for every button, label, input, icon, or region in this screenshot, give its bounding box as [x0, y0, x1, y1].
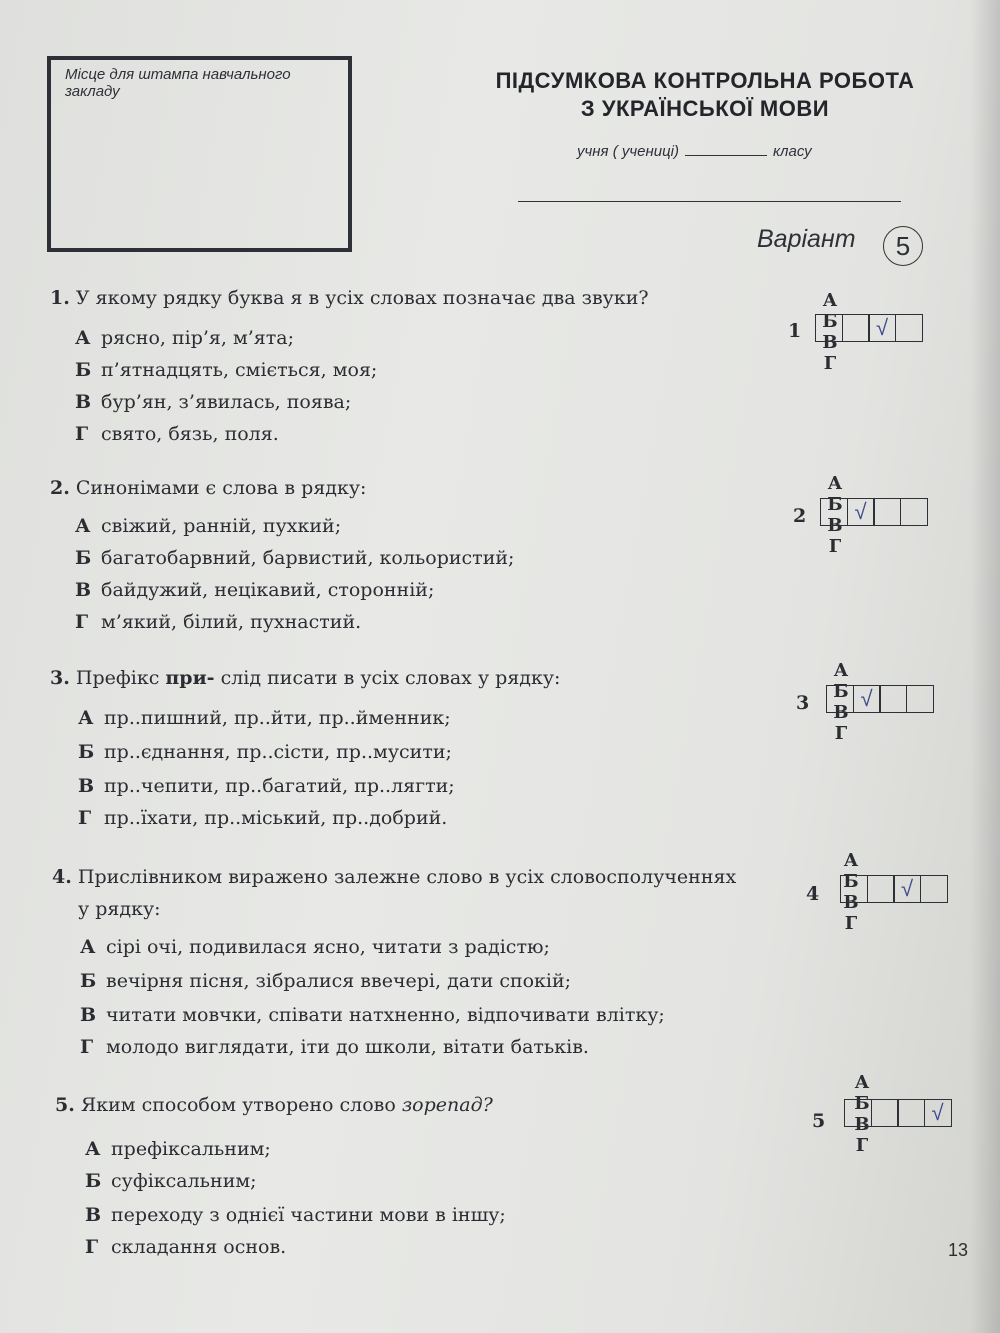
question-text: Яким способом утворено слово	[80, 1094, 402, 1116]
option-c	[75, 579, 434, 601]
option-letter: Г	[75, 611, 89, 633]
variant-label: Варіант	[757, 225, 856, 253]
option-text: байдужий, нецікавий, сторонній;	[101, 579, 435, 601]
question-number: 4.	[52, 866, 72, 888]
option-text: переходу з однієї частини мови в іншу;	[111, 1204, 506, 1226]
header-v: В	[854, 1114, 870, 1135]
option-c	[75, 391, 351, 413]
option-b	[75, 359, 377, 381]
answer-cell-g[interactable]	[920, 875, 948, 903]
option-d	[78, 807, 447, 829]
option-d	[75, 611, 361, 633]
class-blank	[685, 155, 767, 156]
answer-cell-g[interactable]	[895, 314, 923, 342]
question-text-line-2: у рядку:	[78, 898, 161, 920]
option-letter: А	[75, 327, 91, 349]
header-b: Б	[854, 1093, 870, 1114]
option-text: читати мовчки, співати натхненно, відпочивати влітку;	[106, 1004, 665, 1026]
answer-number: 5	[812, 1110, 826, 1132]
answer-cell-b[interactable]	[871, 1099, 899, 1127]
header-b: Б	[843, 871, 859, 892]
answer-cell-v[interactable]: √	[868, 314, 896, 342]
question-number: 2.	[50, 477, 70, 499]
option-text: суфіксальним;	[111, 1170, 257, 1192]
option-d	[80, 1036, 589, 1058]
answer-cell-g[interactable]	[906, 685, 934, 713]
option-text: свіжий, ранній, пухкий;	[101, 515, 342, 537]
answer-cell-b[interactable]	[867, 875, 895, 903]
header-g: Г	[855, 1135, 869, 1156]
question-number: 1.	[50, 287, 70, 309]
answer-cell-a[interactable]	[820, 498, 848, 526]
option-text: сірі очі, подивилася ясно, читати з радістю;	[106, 936, 550, 958]
option-text: свято, бязь, поля.	[101, 423, 279, 445]
option-letter: Б	[78, 741, 95, 763]
question-1	[50, 287, 649, 309]
option-c	[85, 1204, 506, 1226]
option-a	[78, 707, 451, 729]
option-a	[75, 515, 341, 537]
header-a: А	[822, 290, 838, 311]
answer-cell-v[interactable]	[873, 498, 901, 526]
answer-number: 1	[788, 320, 802, 342]
option-letter: Г	[75, 423, 89, 445]
option-letter: Б	[80, 970, 97, 992]
option-text: молодо виглядати, іти до школи, вітати батьків.	[106, 1036, 589, 1058]
answer-cells	[844, 1099, 950, 1127]
option-c	[80, 1004, 665, 1026]
student-suffix: класу	[772, 143, 812, 160]
option-text: пр..єднання, пр..сісти, пр..мусити;	[104, 741, 452, 763]
option-a	[85, 1138, 271, 1160]
option-text: рясно, пір’я, м’ята;	[101, 327, 295, 349]
header-b: Б	[827, 494, 843, 515]
option-letter: В	[75, 579, 92, 601]
option-b	[80, 970, 571, 992]
option-text: м’який, білий, пухнастий.	[101, 611, 362, 633]
option-text: вечірня пісня, зібралися ввечері, дати спокій;	[106, 970, 572, 992]
header-v: В	[843, 892, 859, 913]
option-text: бур’ян, з’явилась, поява;	[101, 391, 352, 413]
option-letter: Б	[75, 359, 92, 381]
option-letter: Г	[78, 807, 92, 829]
answer-cell-a[interactable]	[844, 1099, 872, 1127]
question-4-continued	[78, 898, 161, 920]
option-letter: В	[85, 1204, 102, 1226]
option-c	[78, 775, 455, 797]
question-text-end: слід писати в усіх словах у рядку:	[214, 667, 561, 689]
header-g: Г	[823, 353, 837, 374]
answer-cell-b[interactable]: √	[853, 685, 881, 713]
option-letter: В	[80, 1004, 97, 1026]
option-text: префіксальним;	[111, 1138, 271, 1160]
option-a	[75, 327, 294, 349]
answer-cell-g[interactable]	[900, 498, 928, 526]
student-line	[577, 143, 812, 160]
answer-cells	[815, 314, 921, 342]
header-a: А	[843, 850, 859, 871]
option-letter: Б	[75, 547, 92, 569]
stamp-box	[47, 56, 352, 252]
header-g: Г	[834, 723, 848, 744]
answer-cell-b[interactable]	[842, 314, 870, 342]
option-b	[78, 741, 452, 763]
answer-cells	[820, 498, 926, 526]
answer-cell-a[interactable]	[815, 314, 843, 342]
answer-cell-g[interactable]: √	[924, 1099, 952, 1127]
option-a	[80, 936, 550, 958]
page-edge-shadow	[970, 0, 1000, 1333]
answer-cell-v[interactable]	[897, 1099, 925, 1127]
answer-cell-v[interactable]	[879, 685, 907, 713]
question-4	[52, 866, 736, 888]
answer-cells	[840, 875, 946, 903]
answer-cells	[826, 685, 932, 713]
option-letter: А	[85, 1138, 101, 1160]
option-text: багатобарвний, барвистий, кольористий;	[101, 547, 515, 569]
option-d	[85, 1236, 286, 1258]
question-3	[50, 667, 560, 689]
option-letter: А	[80, 936, 96, 958]
option-letter: В	[78, 775, 95, 797]
option-letter: Б	[85, 1170, 102, 1192]
header-a: А	[833, 660, 849, 681]
option-d	[75, 423, 279, 445]
question-5	[55, 1094, 493, 1116]
stamp-label: Місце для штампа навчального закладу	[65, 66, 291, 100]
header-a: А	[827, 473, 843, 494]
title-line-1: ПІДСУМКОВА КОНТРОЛЬНА РОБОТА	[495, 68, 915, 93]
question-number: 5.	[55, 1094, 75, 1116]
student-prefix: учня ( учениці)	[577, 143, 679, 160]
question-2	[50, 477, 366, 499]
page-number: 13	[948, 1240, 969, 1260]
name-line	[518, 201, 901, 202]
option-text: пр..їхати, пр..міський, пр..добрий.	[104, 807, 448, 829]
option-letter: А	[78, 707, 94, 729]
title-line-2: З УКРАЇНСЬКОЇ МОВИ	[580, 96, 830, 121]
variant-number: 5	[883, 226, 923, 266]
answer-cell-b[interactable]: √	[847, 498, 875, 526]
option-b	[85, 1170, 257, 1192]
header-g: Г	[844, 913, 858, 934]
answer-number: 2	[793, 505, 807, 527]
header-v: В	[827, 515, 843, 536]
header-a: А	[854, 1072, 870, 1093]
question-number: 3.	[50, 667, 70, 689]
answer-cell-a[interactable]	[826, 685, 854, 713]
question-text: Синонімами є слова в рядку:	[75, 477, 367, 499]
prefix-emphasis: при-	[165, 667, 215, 689]
option-letter: Г	[85, 1236, 99, 1258]
option-text: складання основ.	[111, 1236, 287, 1258]
option-text: п’ятнадцять, сміється, моя;	[101, 359, 378, 381]
question-text: У якому рядку буква я в усіх словах позначає два звуки?	[75, 287, 649, 309]
header-v: В	[822, 332, 838, 353]
question-text-line-1: Прислівником виражено залежне слово в усіх словосполученнях	[77, 866, 737, 888]
option-text: пр..чепити, пр..багатий, пр..лягти;	[104, 775, 455, 797]
header-b: Б	[822, 311, 838, 332]
italic-word: зорепад?	[401, 1094, 493, 1116]
header-g: Г	[828, 536, 842, 557]
option-letter: Г	[80, 1036, 94, 1058]
option-text: пр..пишний, пр..йти, пр..йменник;	[104, 707, 451, 729]
header-b: Б	[833, 681, 849, 702]
question-text-start: Префікс	[75, 667, 166, 689]
answer-number: 3	[796, 692, 810, 714]
answer-cell-v[interactable]: √	[893, 875, 921, 903]
header-v: В	[833, 702, 849, 723]
answer-number: 4	[806, 883, 820, 905]
option-letter: В	[75, 391, 92, 413]
option-letter: А	[75, 515, 91, 537]
option-b	[75, 547, 514, 569]
answer-cell-a[interactable]	[840, 875, 868, 903]
